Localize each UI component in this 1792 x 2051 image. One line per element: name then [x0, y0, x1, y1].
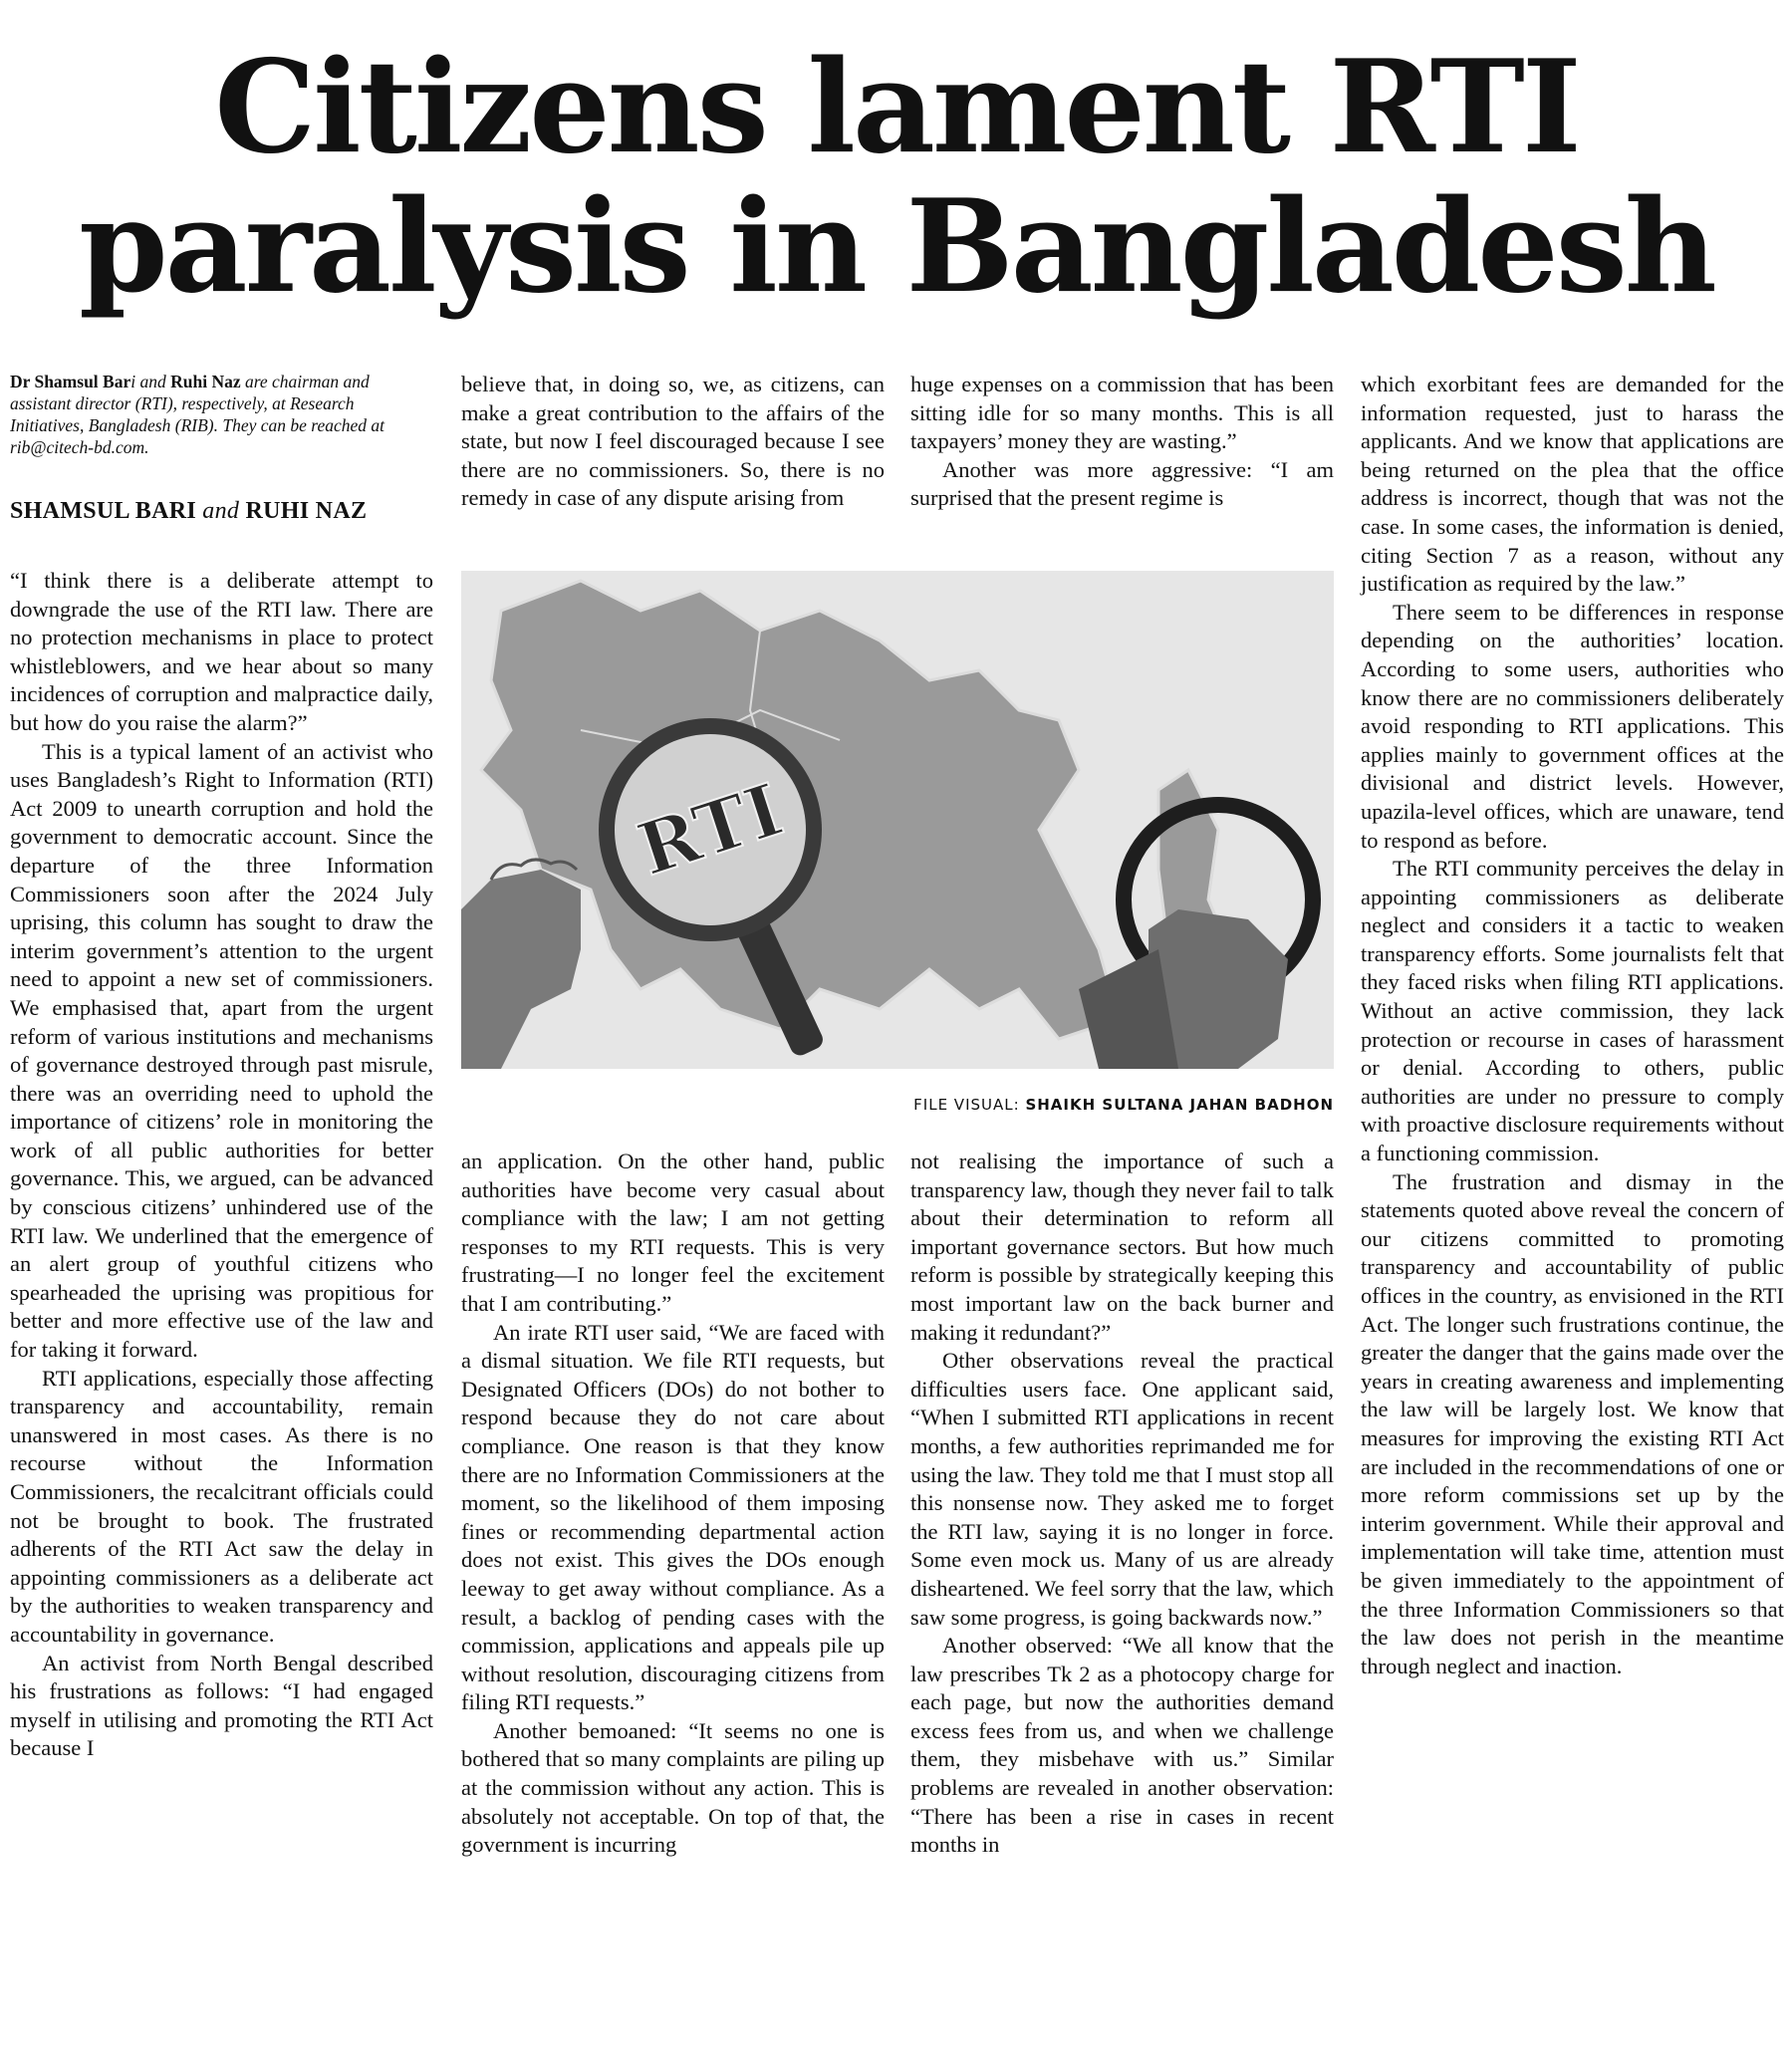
paragraph: “I think there is a deliberate attempt to downgrade the use of the RTI law. There are no protection mechanisms in place to protect whistleblowers, and we hear about so many incidences of corruption and malpractice daily, but how do you raise the alarm?” [10, 568, 433, 735]
paragraph: Another bemoaned: “It seems no one is bothered that so many complaints are piling up at the commission without any action. This is absolutely not acceptable. On top of that, the government is incurring [461, 1717, 885, 1858]
paragraph: Other observations reveal the practical difficulties users face. One applicant said, “When I submitted RTI applications in recent months, a few authorities reprimanded me for using the law. They told me that I must stop all this nonsense now. They asked me to forget the RTI law, saying it is no longer in force. Some even mock us. Many of us are already disheartened. We feel sorry that the law, which saw some progress, is going backwards now.” [910, 1348, 1334, 1630]
magnifier-label: RTI [628, 766, 793, 893]
paragraph: Another observed: “We all know that the law prescribes Tk 2 as a photocopy charge for each page, but now the authorities demand excess fees from us, and when we challenge them, they misbehave with us.” Similar problems are revealed in another observation: “There has been a rise in cases in recent months in [910, 1633, 1334, 1858]
author-bio-name-2: Ruhi Naz [170, 372, 241, 391]
headline-line-1: Citizens lament RTI [214, 33, 1579, 182]
paragraph: An activist from North Bengal described his frustrations as follows: “I had engaged myself in utilising and promoting the RTI Act because I [10, 1650, 433, 1761]
article-column-3-bottom [910, 1148, 1334, 1860]
rti-illustration [461, 571, 1334, 1069]
paragraph: This is a typical lament of an activist who uses Bangladesh’s Right to Information (RTI) Act 2009 to unearth corruption and hold the government to democratic account. Since the departure of the three Information Commissioners soon after the 2024 July uprising, this column has sought to draw the interim government’s attention to the urgent need to appoint a new set of commissioners. We emphasised that, apart from the urgent reform of various institutions and mechanisms of governance destroyed through past misrule, there was an overriding need to uphold the importance of citizens’ role in monitoring the work of all public authorities for better governance. This, we argued, can be advanced by conscious citizens’ unhindered use of the RTI law. We underlined that the emergence of an alert group of youthful citizens who spearheaded the uprising was propitious for better and more effective use of the law and for taking it forward. [10, 738, 433, 1363]
paragraph: which exorbitant fees are demanded for the information requested, just to harass the applicants. And we know that applications are being returned on the plea that the office address is incorrect, though that was not the case. In some cases, the information is denied, citing Section 7 as a reason, without any justification as required by the law.” [1361, 372, 1784, 597]
byline-name-2: RUHI NAZ [245, 498, 368, 524]
byline-and: and [202, 498, 240, 524]
article-column-4 [1361, 371, 1784, 1680]
paragraph: Another was more aggressive: “I am surprised that the present regime is [910, 456, 1334, 511]
paragraph: believe that, in doing so, we, as citizens, can make a great contribution to the affairs of the state, but now I feel discouraged because I see there are no commissioners. So, there is no remedy in case of any dispute arising from [461, 372, 885, 511]
article-column-2-bottom [461, 1148, 885, 1860]
article-column-3-top [910, 371, 1334, 513]
byline-name-1: SHAMSUL BARI [10, 498, 196, 524]
paragraph: not realising the importance of such a transparency law, though they never fail to talk about their determination to reform all important governance sectors. But how much reform is possible by strategically keeping this most important law on the back burner and making it redundant?” [910, 1149, 1334, 1345]
article-column-2-top [461, 371, 885, 513]
author-bio-name-1-tail: i and [130, 372, 171, 391]
credit-name: SHAIKH SULTANA JAHAN BADHON [1025, 1096, 1334, 1114]
author-bio-name-1: Dr Shamsul Bar [10, 372, 131, 391]
author-bio [10, 371, 423, 458]
paragraph: The RTI community perceives the delay in appointing commissioners as deliberate neglect and considers it a tactic to weaken transparency efforts. Some journalists felt that they faced risks when filing RTI applications. Without an active commission, they lack protection or recourse in cases of harassment or denial. According to others, public authorities are under no pressure to comply with proactive disclosure requirements without a functioning commission. [1361, 856, 1784, 1166]
image-credit [461, 1096, 1334, 1114]
byline [10, 498, 428, 525]
paragraph: An irate RTI user said, “We are faced with a dismal situation. We file RTI requests, but Designated Officers (DOs) do not bother to respond because they do not care about compliance. One reason is that they know there are no Information Commissioners at the moment, so the likelihood of them imposing fines or recommending departmental action does not exist. This gives the DOs enough leeway to get away without compliance. As a result, a backlog of pending cases with the commission, applications and appeals pile up without resolution, discouraging citizens from filing RTI requests.” [461, 1319, 885, 1715]
author-bio-text: are chairman and assistant director (RTI), respectively, at Research Initiatives, Bangladesh (RIB). They can be reached at rib@citech-bd.com. [10, 372, 384, 457]
paragraph: RTI applications, especially those affecting transparency and accountability, remain unanswered in most cases. As there is no recourse without the Information Commissioners, the recalcitrant officials could not be brought to book. The frustrated adherents of the RTI Act saw the delay in appointing commissioners as a deliberate act by the authorities to weaken transparency and accountability in governance. [10, 1365, 433, 1647]
article-column-1 [10, 567, 433, 1763]
headline-line-2: paralysis in Bangladesh [79, 172, 1714, 322]
paragraph: an application. On the other hand, public authorities have become very casual about compliance with the law; I am not getting responses to my RTI requests. This is very frustrating—I no longer feel the excitement that I am contributing.” [461, 1149, 885, 1316]
paragraph: The frustration and dismay in the statements quoted above reveal the concern of our citizens committed to promoting transparency and accountability of public offices in the country, as envisioned in the RTI Act. The longer such frustrations continue, the greater the danger that the gains made over the years in creating awareness and implementing the law will be largely lost. We know that measures for improving the existing RTI Act are included in the recommendations of one or more reform commissions set up by the interim government. While their approval and implementation will take time, attention must be given immediately to the appointment of the three Information Commissioners so that the law does not perish in the meantime through neglect and inaction. [1361, 1168, 1784, 1678]
credit-prefix: FILE VISUAL: [913, 1096, 1020, 1114]
paragraph: huge expenses on a commission that has been sitting idle for so many months. This is all taxpayers’ money they are wasting.” [910, 372, 1334, 454]
paragraph: There seem to be differences in response depending on the authorities’ location. According to some users, authorities who know there are no commissioners deliberately avoid responding to RTI applications. This applies mainly to government offices at the divisional and district levels. However, upazila-level offices, which are unaware, tend to respond as before. [1361, 599, 1784, 853]
headline [40, 33, 1753, 322]
